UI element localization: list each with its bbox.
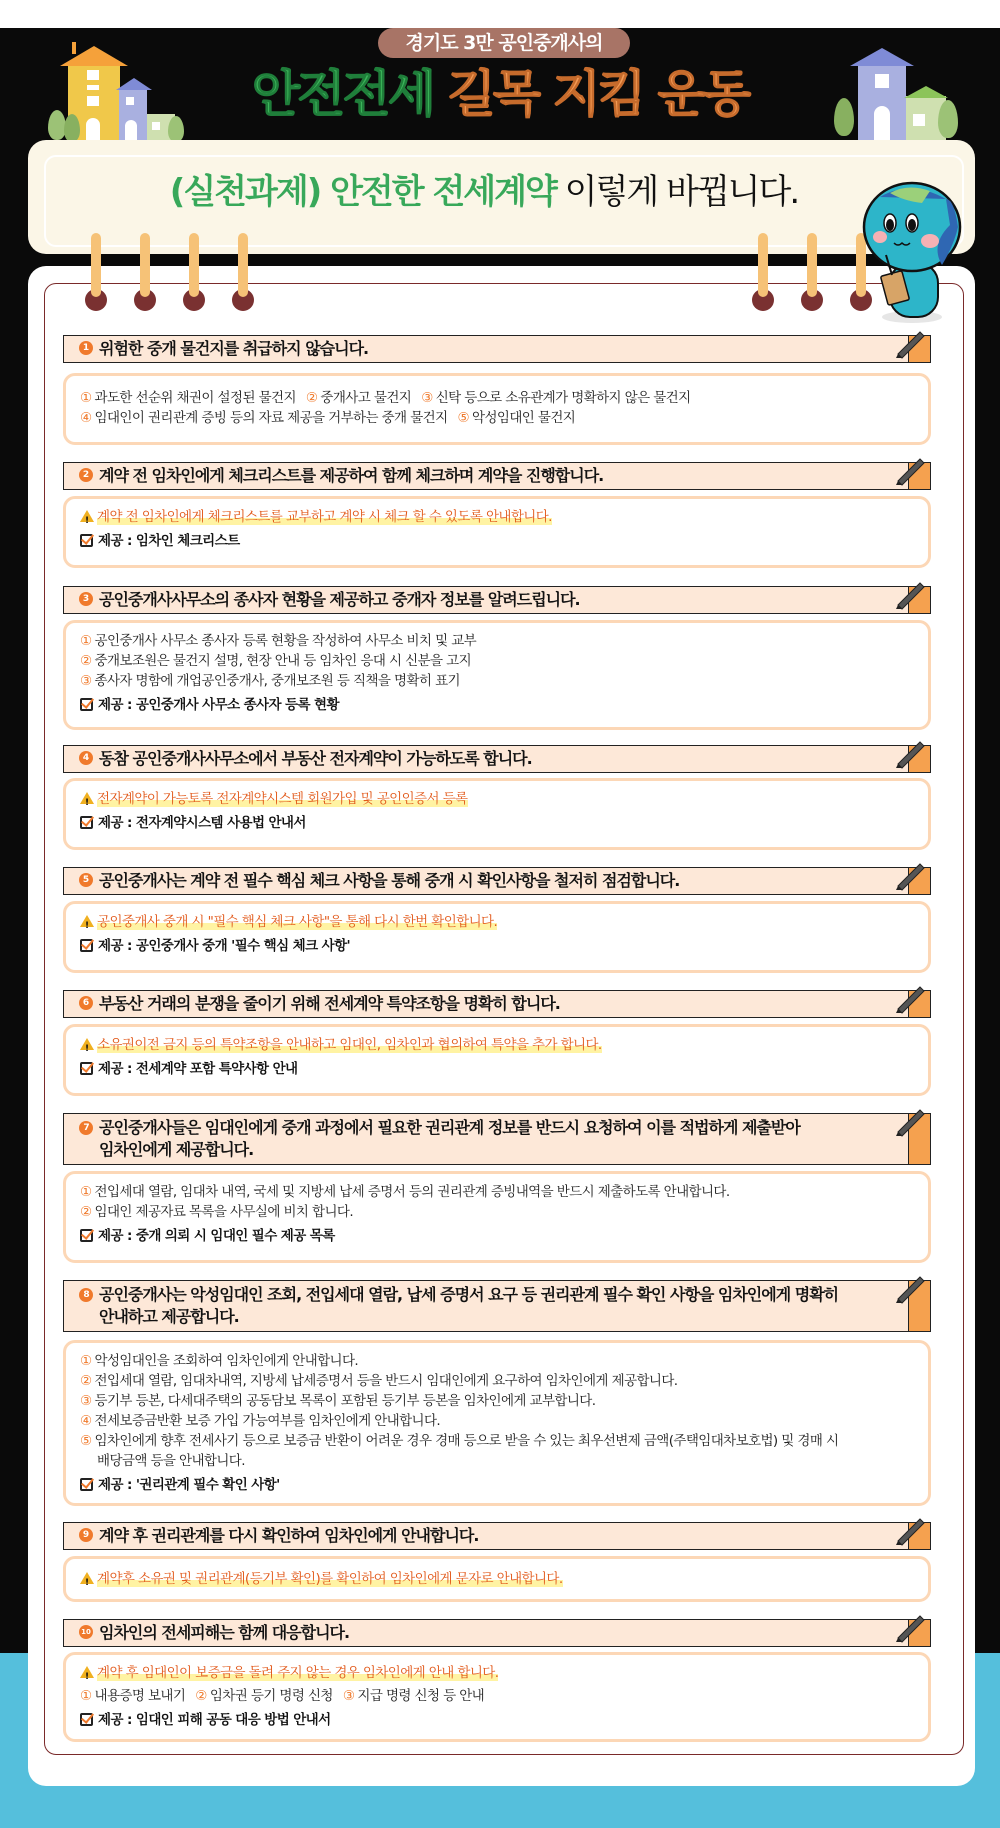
section-9-header <box>63 1522 931 1550</box>
section-7-header <box>63 1113 931 1165</box>
pencil-icon <box>894 1513 928 1547</box>
section-title: 위험한 중개 물건지를 취급하지 않습니다. <box>99 339 369 358</box>
warning-line: !계약 후 임대인이 보증금을 돌려 주지 않는 경우 임차인에게 안내 합니다. <box>80 1663 914 1683</box>
list-line: ② 중개보조원은 물건지 설명, 현장 안내 등 임차인 응대 시 신분을 고지 <box>80 653 472 669</box>
pencil-icon <box>894 981 928 1015</box>
provided-item: 제공 : 임차인 체크리스트 <box>80 530 914 552</box>
list-line: ① 공인중개사 사무소 종사자 등록 현황을 작성하여 사무소 비치 및 교부 <box>80 633 477 649</box>
checkbox-icon <box>80 1478 93 1491</box>
pencil-icon <box>894 858 928 892</box>
number-badge: 1 <box>79 341 93 355</box>
section-3-body <box>63 620 931 730</box>
section-4-body <box>63 778 931 850</box>
section-2-body <box>63 496 931 568</box>
section-8-body <box>63 1340 931 1506</box>
section-3-header <box>63 586 931 614</box>
checkbox-icon <box>80 1229 93 1242</box>
warning-line: !전자계약이 가능토록 전자계약시스템 회원가입 및 공인인증서 등록 <box>80 789 914 809</box>
section-5-header <box>63 867 931 895</box>
section-title-line-1: 공인중개사들은 임대인에게 중개 과정에서 필요한 권리관계 정보를 반드시 요청하여 이를 적법하게 제출받아 <box>99 1118 800 1137</box>
warning-line: !소유권이전 금지 등의 특약조항을 안내하고 임대인, 임차인과 협의하여 특약을 추가 합니다. <box>80 1035 914 1055</box>
provided-item: 제공 : 공인중개사 사무소 종사자 등록 현황 <box>80 694 914 716</box>
number-badge: 5 <box>79 873 93 887</box>
pencil-icon <box>894 577 928 611</box>
section-6-header <box>63 990 931 1018</box>
pencil-icon <box>894 1104 928 1138</box>
section-8-header <box>63 1280 931 1332</box>
warning-icon <box>80 510 94 522</box>
list-line: ② 임대인 제공자료 목록을 사무실에 비치 합니다. <box>80 1204 354 1220</box>
list-line: ① 과도한 선순위 채권이 설정된 물건지 ② 중개사고 물건지 ③ 신탁 등으로 소유관계가 명확하지 않은 물건지 <box>80 390 691 406</box>
section-title: 계약 전 임차인에게 체크리스트를 제공하여 함께 체크하며 계약을 진행합니다. <box>99 466 604 485</box>
number-badge: 6 <box>79 996 93 1010</box>
section-title: 임차인의 전세피해는 함께 대응합니다. <box>99 1623 350 1642</box>
pencil-icon <box>894 1271 928 1305</box>
list-line: ① 전입세대 열람, 임대차 내역, 국세 및 지방세 납세 증명서 등의 권리관계 증빙내역을 반드시 제출하도록 안내합니다. <box>80 1184 730 1200</box>
number-badge: 2 <box>79 468 93 482</box>
section-title: 동참 공인중개사사무소에서 부동산 전자계약이 가능하도록 합니다. <box>99 749 532 768</box>
warning-line: !계약 전 임차인에게 체크리스트를 교부하고 계약 시 체크 할 수 있도록 안내합니다. <box>80 507 914 527</box>
section-title: 부동산 거래의 분쟁을 줄이기 위해 전세계약 특약조항을 명확히 합니다. <box>99 994 560 1013</box>
checkbox-icon <box>80 534 93 547</box>
pencil-icon <box>894 736 928 770</box>
section-1-body <box>63 373 931 445</box>
section-1-header <box>63 335 931 363</box>
checkbox-icon <box>80 816 93 829</box>
warning-line: !계약후 소유권 및 권리관계(등기부 확인)를 확인하여 임차인에게 문자로 안내합니다. <box>80 1569 914 1589</box>
warning-icon <box>80 915 94 927</box>
section-10-header <box>63 1619 931 1647</box>
pencil-icon <box>894 1610 928 1644</box>
section-title-line-1: 공인중개사는 악성임대인 조회, 전입세대 열람, 납세 증명서 요구 등 권리관계 필수 확인 사항을 임차인에게 명확히 <box>99 1285 839 1304</box>
number-badge: 3 <box>79 592 93 606</box>
list-line: ② 전입세대 열람, 임대차내역, 지방세 납세증명서 등을 반드시 임대인에게 요구하여 임차인에게 제공합니다. <box>80 1373 678 1389</box>
checkbox-icon <box>80 939 93 952</box>
campaign-subtitle: 경기도 3만 공인중개사의 <box>378 28 630 58</box>
checkbox-icon <box>80 1062 93 1075</box>
list-line: ④ 전세보증금반환 보증 가입 가능여부를 임차인에게 안내합니다. <box>80 1413 441 1429</box>
provided-item: 제공 : 전자계약시스템 사용법 안내서 <box>80 812 914 834</box>
list-line: ④ 임대인이 권리관계 증빙 등의 자료 제공을 거부하는 중개 물건지 ⑤ 악성임대인 물건지 <box>80 410 576 426</box>
section-10-body <box>63 1652 931 1742</box>
checkbox-icon <box>80 1713 93 1726</box>
number-badge: 4 <box>79 751 93 765</box>
section-title: 공인중개사사무소의 종사자 현황을 제공하고 중개자 정보를 알려드립니다. <box>99 590 580 609</box>
list-line: ③ 등기부 등본, 다세대주택의 공동담보 목록이 포함된 등기부 등본을 임차인에게 교부합니다. <box>80 1393 596 1409</box>
top-margin <box>0 0 1000 28</box>
warning-icon <box>80 792 94 804</box>
section-title: 계약 후 권리관계를 다시 확인하여 임차인에게 안내합니다. <box>99 1526 479 1545</box>
number-badge: 7 <box>79 1121 93 1135</box>
provided-item: 제공 : '권리관계 필수 확인 사항' <box>80 1474 914 1496</box>
section-6-body <box>63 1024 931 1096</box>
section-5-body <box>63 901 931 973</box>
list-line: ⑤ 임차인에게 향후 전세사기 등으로 보증금 반환이 어려운 경우 경매 등으로 받을 수 있는 최우선변제 금액(주택임대차보호법) 및 경매 시 <box>80 1433 839 1449</box>
list-line: ① 내용증명 보내기 ② 임차권 등기 명령 신청 ③ 지급 명령 신청 등 안내 <box>80 1688 485 1704</box>
number-badge: 9 <box>79 1528 93 1542</box>
checkbox-icon <box>80 698 93 711</box>
provided-item: 제공 : 공인중개사 중개 '필수 핵심 체크 사항' <box>80 935 914 957</box>
list-line: ① 악성임대인을 조회하여 임차인에게 안내합니다. <box>80 1353 359 1369</box>
list-line: ③ 종사자 명함에 개업공인중개사, 중개보조원 등 직책을 명확히 표기 <box>80 673 460 689</box>
section-2-header <box>63 462 931 490</box>
section-4-header <box>63 745 931 773</box>
section-7-body <box>63 1171 931 1263</box>
banner-title: (실천과제) 안전한 전세계약 이렇게 바뀝니다. <box>169 172 799 212</box>
warning-line: !공인중개사 중개 시 "필수 핵심 체크 사항"을 통해 다시 한번 확인합니다. <box>80 912 914 932</box>
campaign-title: 안전전세 길목 지킴 운동 <box>251 65 749 123</box>
earth-mascot-icon <box>850 175 970 325</box>
section-title-line-2: 임차인에게 제공합니다. <box>99 1140 254 1159</box>
warning-icon <box>80 1038 94 1050</box>
pencil-icon <box>894 326 928 360</box>
pencil-icon <box>894 453 928 487</box>
number-badge: 8 <box>79 1288 93 1302</box>
section-title: 공인중개사는 계약 전 필수 핵심 체크 사항을 통해 중개 시 확인사항을 철저히 점검합니다. <box>99 871 680 890</box>
number-badge: 10 <box>79 1625 93 1639</box>
warning-icon <box>80 1572 94 1584</box>
provided-item: 제공 : 임대인 피해 공동 대응 방법 안내서 <box>80 1709 914 1731</box>
section-title-line-2: 안내하고 제공합니다. <box>99 1307 239 1326</box>
provided-item: 제공 : 중개 의뢰 시 임대인 필수 제공 목록 <box>80 1225 914 1247</box>
list-line-continued: 배당금액 등을 안내합니다. <box>97 1453 245 1469</box>
provided-item: 제공 : 전세계약 포함 특약사항 안내 <box>80 1058 914 1080</box>
section-9-body <box>63 1556 931 1602</box>
warning-icon <box>80 1666 94 1678</box>
